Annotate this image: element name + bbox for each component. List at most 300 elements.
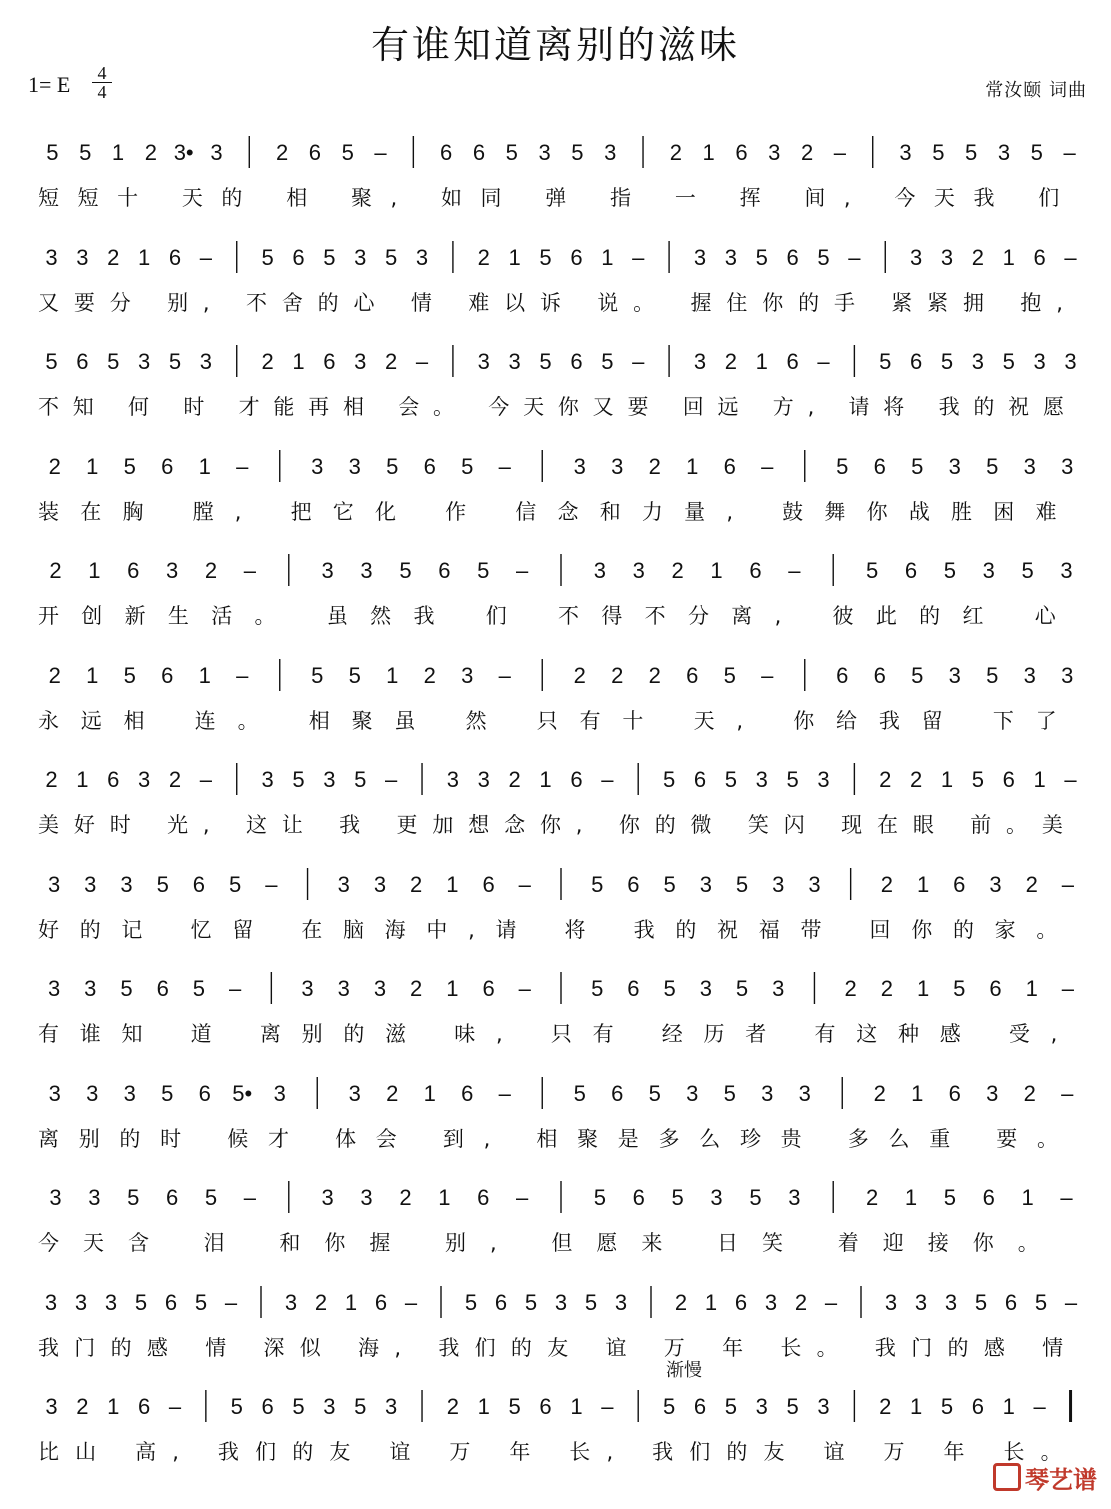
note: 3 [321,1185,334,1210]
note: 3 [84,976,97,1001]
watermark [993,1460,1097,1495]
notes-svg [30,1280,1092,1330]
note: 3 [986,1080,999,1106]
notes-line [30,1280,1092,1330]
note: 3 [948,662,961,688]
note: 5 [230,1394,243,1419]
note: 5 [663,871,676,897]
note: 5 [723,662,736,688]
note: 2 [410,871,423,897]
note: 5 [940,349,954,374]
note: 5 [192,976,206,1001]
dash-note: – [243,558,257,583]
note: 2 [879,767,892,792]
note: 3 [632,558,645,583]
note: 5 [323,244,336,270]
note: 5 [663,976,676,1001]
note: 3 [1023,453,1036,479]
note: 1 [686,453,699,479]
note: 5 [601,349,614,374]
note: 3 [940,244,954,270]
note: 6 [482,976,495,1001]
dash-note: – [1064,1289,1078,1315]
key-signature: 1= E [28,72,71,97]
note: 3 [699,871,712,897]
note: 6 [632,1185,645,1210]
note: 1 [539,767,552,792]
note: 2 [168,767,182,792]
note: 1 [446,976,459,1001]
note: 5 [591,976,604,1001]
note: 3 [47,976,61,1001]
note: 6 [161,662,174,688]
note: 3 [123,1080,136,1106]
lyric-line: 比山 高, 我们的友 谊 万 年 长, 我们的友 谊 万 年 长。 [38,1440,1078,1464]
note: 5 [817,244,830,270]
notes-svg [30,966,1092,1016]
notes-line [30,966,1092,1016]
note: 2 [423,662,436,688]
lyric-line: 装在胸 膛, 把它化 作 信念和力量, 鼓舞你战胜困难 [38,499,1078,524]
note: 3 [373,976,387,1001]
dash-note: – [817,349,830,374]
note: 3 [415,244,429,270]
note: 3 [554,1289,568,1315]
note: 2 [873,1080,886,1106]
note: 6 [76,349,89,374]
note: 3 [611,453,624,479]
score-system [30,747,1092,847]
note: 3 [199,349,212,374]
note: 2 [879,1394,892,1419]
notes-svg [30,444,1092,494]
note: 3 [323,1394,336,1419]
note: 6 [982,1185,995,1210]
note: 5 [161,1080,174,1106]
note: 6 [786,349,799,374]
note: 5 [836,453,849,479]
note: 5 [953,976,966,1001]
note: 5 [755,244,768,270]
note: 1 [1002,244,1015,270]
note: 3 [971,349,985,374]
dash-note: – [498,453,511,479]
note: 2 [910,767,923,792]
note: 5 [386,453,399,479]
dash-note: – [761,662,774,688]
note: 5 [311,662,324,688]
note: 5 [107,349,120,374]
note: 6 [611,1080,624,1106]
note: 2 [865,1185,879,1210]
note: 2 [314,1289,328,1315]
note: 3 [321,558,334,583]
note: 3 [45,244,58,270]
note: 5 [662,767,676,792]
notes-line [30,235,1092,285]
note: 5 [505,140,518,165]
note: 3 [477,349,490,374]
note: 3 [788,1185,801,1210]
note: 5 [724,1394,737,1419]
note: 6 [749,558,762,583]
note: 1 [1002,1394,1015,1419]
note: 3 [508,349,521,374]
note: 6 [723,453,736,479]
note: 3 [755,1394,768,1419]
lyric-line: 永远相 连。 相聚虽 然 只有十 天, 你给我留 下了 [38,708,1079,733]
note: 5 [911,453,924,479]
note: 2 [844,976,857,1001]
note: 3• [173,140,194,165]
note: 5 [786,767,799,792]
dash-note: – [601,1394,614,1419]
note: 3 [76,244,89,270]
note: 1 [1033,767,1046,792]
note: 6 [438,558,451,583]
note: 2 [76,1394,89,1419]
score-system [30,538,1092,638]
dash-note: – [1064,244,1077,270]
note: 3 [910,244,923,270]
note: 5 [385,244,398,270]
note: 3 [86,1080,99,1106]
notes-svg [30,548,1092,598]
note: 2 [49,558,62,583]
note: 2 [1025,871,1038,897]
dash-note: – [229,976,242,1001]
note: 5 [879,349,892,374]
notes-line [30,1384,1092,1434]
note: 3 [84,871,97,897]
note: 2 [971,244,985,270]
note: 1 [344,1289,358,1315]
note: 6 [192,871,206,897]
note: 3 [817,1394,830,1419]
note: 2 [275,140,289,165]
note: 1 [292,349,305,374]
dash-note: – [415,349,429,374]
note: 1 [755,349,768,374]
note: 3 [899,140,912,165]
note: 5 [662,1394,676,1419]
note: 3 [360,558,373,583]
note: 6 [735,140,748,165]
note: 3 [104,1289,118,1315]
note: 1 [702,140,715,165]
note: 5 [464,1289,478,1315]
note: 5 [593,1185,607,1210]
notes-svg [30,130,1092,180]
note: 1 [704,1289,718,1315]
note: 5 [341,140,354,165]
note: 3 [120,871,133,897]
note: 3 [538,140,551,165]
note: 5 [986,662,999,688]
note: 3 [614,1289,628,1315]
dash-note: – [498,662,511,688]
note: 5 [194,1289,208,1315]
note: 5 [45,349,58,374]
note: 5 [724,767,737,792]
note: 2 [671,558,684,583]
score-system [30,956,1092,1056]
note: 5 [749,1185,762,1210]
note: 2 [880,976,893,1001]
note: 3 [348,1080,361,1106]
note: 5 [1002,349,1015,374]
note: 3 [273,1080,286,1106]
note: 5 [461,453,474,479]
note: 6 [627,871,640,897]
note: 3 [311,453,324,479]
note: 6 [164,1289,178,1315]
note: 2 [204,558,218,583]
note: 1 [423,1080,436,1106]
notes-line [30,130,1092,180]
note: 1 [477,1394,490,1419]
note: 3 [1033,349,1046,374]
note: 3 [137,349,151,374]
note: 5• [232,1080,253,1106]
note: 5 [1034,1289,1048,1315]
note: 6 [836,662,849,688]
note: 2 [48,662,61,688]
note: 1 [438,1185,451,1210]
lyric-line: 好的记 忆留 在脑海中,请 将 我的祝福带 回你的家。 [38,917,1079,942]
note: 6 [627,976,640,1001]
score-system [30,225,1092,325]
note: 3 [461,662,474,688]
note: 6 [161,453,174,479]
note: 6 [472,140,486,165]
note: 6 [734,1289,748,1315]
dash-note: – [199,244,212,270]
note: 3 [1061,662,1074,688]
dash-note: – [385,767,398,792]
note: 3 [210,140,223,165]
note: 3 [573,453,586,479]
note: 3 [323,767,336,792]
note: 6 [570,349,583,374]
dash-note: – [601,767,614,792]
notes-line [30,1071,1092,1121]
note: 6 [482,871,495,897]
dash-note: – [236,453,249,479]
note: 1 [710,558,723,583]
note: 6 [989,976,1002,1001]
lyric-line: 今天含 泪 和你握 别, 但愿来 日笑 着迎接你。 [38,1231,1063,1255]
note: 3 [755,767,768,792]
dash-note: – [498,1080,511,1106]
notes-svg [30,862,1092,912]
note: 3 [284,1289,298,1315]
note: 2 [446,1394,460,1419]
note: 5 [943,558,957,583]
note: 1 [86,662,99,688]
note: 2 [648,662,661,688]
note: 2 [399,1185,412,1210]
note: 5 [261,244,274,270]
score-system [30,1165,1092,1265]
note: 3 [761,1080,774,1106]
note: 5 [648,1080,661,1106]
note: 3 [337,976,350,1001]
note: 3 [772,976,785,1001]
note: 6 [198,1080,211,1106]
note: 3 [989,871,1002,897]
note: 6 [539,1394,552,1419]
note: 5 [204,1185,218,1210]
note: 3 [74,1289,88,1315]
note: 5 [940,1394,954,1419]
dash-note: – [1060,1185,1073,1210]
note: 5 [79,140,92,165]
note: 5 [965,140,978,165]
note: 1 [1021,1185,1034,1210]
note: 5 [974,1289,988,1315]
note: 1 [76,767,89,792]
dash-note: – [632,349,645,374]
note: 5 [723,1080,736,1106]
score-system [30,1061,1092,1161]
note: 3 [45,1394,58,1419]
note: 3 [49,1185,62,1210]
note: 5 [932,140,945,165]
note: 5 [573,1080,586,1106]
note: 5 [348,662,361,688]
score-system [30,434,1092,534]
score-system [30,1270,1092,1370]
dash-note: – [1064,767,1077,792]
note: 5 [786,1394,799,1419]
dash-note: – [168,1394,182,1419]
dash-note: – [243,1185,257,1210]
note: 2 [261,349,274,374]
note: 5 [971,767,985,792]
note: 5 [943,1185,957,1210]
notes-svg [30,1071,1092,1121]
note: 2 [669,140,682,165]
note: 1 [916,871,930,897]
note: 5 [524,1289,538,1315]
note: 5 [986,453,999,479]
score-system [30,329,1092,429]
note: 1 [911,1080,924,1106]
note: 2 [880,871,893,897]
note: 3 [44,1289,58,1315]
note: 2 [648,453,661,479]
note: 6 [693,767,707,792]
note: 5 [584,1289,598,1315]
note: 3 [1023,662,1036,688]
note: 2 [385,349,398,374]
lyric-line: 短短十 天的 相 聚, 如同 弹 指 一 挥 间, 今天我 们 [38,186,1078,210]
note: 3 [261,767,274,792]
note: 5 [399,558,412,583]
note: 3 [699,976,712,1001]
note: 3 [337,871,350,897]
note: 2 [144,140,157,165]
lyric-line: 离别的时 候才 体会 到, 相聚是多么珍贵 多么重 要。 [38,1126,1078,1151]
note: 6 [323,349,336,374]
note: 6 [948,1080,961,1106]
note: 3 [137,767,151,792]
lyric-line: 不知 何 时 才能再相 会。 今天你又要 回远 方, 请将 我的祝愿 [38,395,1078,419]
dash-note: – [236,662,249,688]
note: 5 [735,976,749,1001]
note: 3 [982,558,995,583]
dash-note: – [824,1289,838,1315]
note: 3 [1061,453,1074,479]
note: 6 [461,1080,474,1106]
note: 5 [292,767,305,792]
score-system [30,852,1092,952]
time-signature-top: 4 [97,63,107,83]
note: 5 [671,1185,684,1210]
note: 6 [1033,244,1046,270]
note: 6 [374,1289,388,1315]
note: 5 [354,1394,367,1419]
note: 3 [997,140,1011,165]
note: 6 [107,767,120,792]
note: 2 [1023,1080,1036,1106]
note: 3 [764,1289,778,1315]
note: 6 [910,349,923,374]
note: 3 [884,1289,898,1315]
note: 3 [686,1080,699,1106]
dash-note: – [1061,871,1075,897]
note: 1 [198,662,211,688]
dash-note: – [515,558,529,583]
notes-line [30,653,1092,703]
note: 1 [107,1394,120,1419]
note: 5 [539,349,552,374]
dash-note: – [199,767,212,792]
note: 6 [477,1185,490,1210]
note: 1 [88,558,101,583]
dash-note: – [1033,1394,1046,1419]
note: 5 [168,349,182,374]
note: 5 [120,976,133,1001]
note: 6 [127,558,140,583]
score-system [30,1374,1092,1474]
note: 2 [724,349,737,374]
note: 5 [123,453,136,479]
notes-svg [30,653,1092,703]
dash-note: – [848,244,861,270]
time-signature-bottom: 4 [92,82,112,101]
note: 2 [573,662,586,688]
note: 3 [710,1185,723,1210]
note: 3 [354,349,367,374]
tempo-mark: 渐慢 [666,1360,702,1381]
dash-note: – [515,1185,529,1210]
note: 6 [904,558,918,583]
dash-note: – [518,976,531,1001]
note: 2 [794,1289,808,1315]
dash-note: – [761,453,774,479]
note: 5 [591,871,604,897]
note: 6 [1002,767,1015,792]
note: 3 [914,1289,928,1315]
note: 5 [865,558,879,583]
note: 1 [111,140,125,165]
logo-icon [993,1463,1021,1491]
note: 1 [386,662,399,688]
lyric-line: 开创新生活。 虽然我 们 不得不分离, 彼此的红 心 [38,604,1079,628]
note: 1 [86,453,99,479]
